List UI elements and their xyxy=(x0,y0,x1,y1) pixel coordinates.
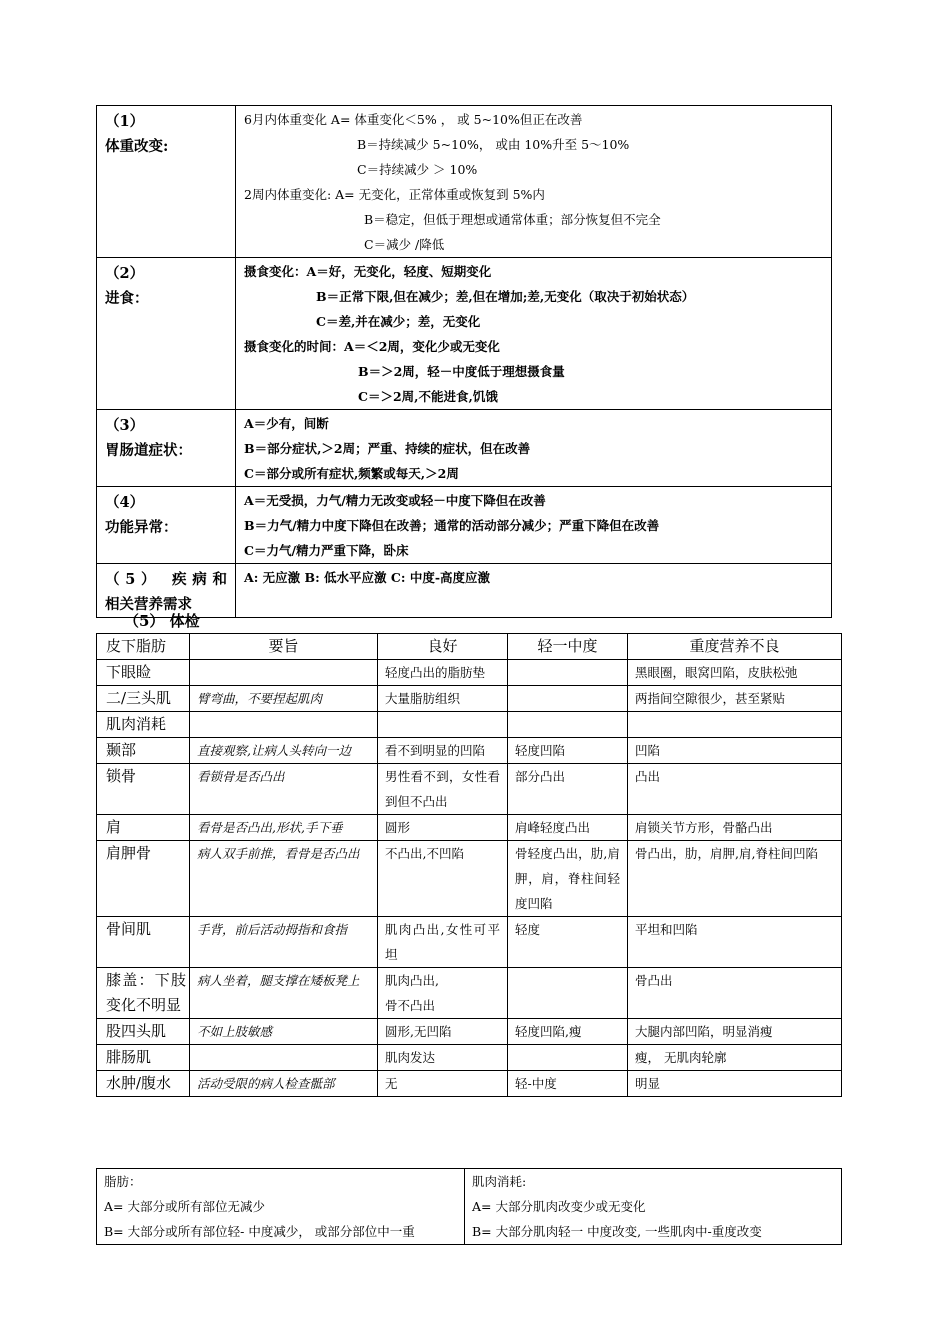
physical-exam-table xyxy=(96,633,842,1097)
section-heading xyxy=(97,410,236,487)
exam-key-point: 不如上肢敏感 xyxy=(190,1019,378,1045)
exam-good xyxy=(378,712,508,738)
detail-line: B＝稳定，但低于理想或通常体重；部分恢复但不完全 xyxy=(364,212,661,227)
assessment-table xyxy=(96,105,832,618)
exam-site: 水肿/腹水 xyxy=(97,1071,190,1097)
exam-site: 骨间肌 xyxy=(97,917,190,968)
section-details xyxy=(236,258,832,410)
exam-good: 无 xyxy=(378,1071,508,1097)
muscle-summary xyxy=(465,1169,842,1245)
exam-site: 肩 xyxy=(97,815,190,841)
table-row xyxy=(97,738,842,764)
header-good: 良好 xyxy=(378,634,508,660)
exam-mild-moderate: 轻度凹陷 xyxy=(508,738,628,764)
exam-key-point xyxy=(190,712,378,738)
table-row xyxy=(97,1045,842,1071)
exam-key-point xyxy=(190,1045,378,1071)
section-details xyxy=(236,564,832,618)
exam-mild-moderate xyxy=(508,1045,628,1071)
section-heading xyxy=(97,258,236,410)
exam-key-point: 活动受限的病人检查骶部 xyxy=(190,1071,378,1097)
exam-mild-moderate: 轻度 xyxy=(508,917,628,968)
exam-severe: 凹陷 xyxy=(628,738,842,764)
exam-mild-moderate: 轻度凹陷,瘦 xyxy=(508,1019,628,1045)
header-severe: 重度营养不良 xyxy=(628,634,842,660)
exam-severe: 黑眼圈，眼窝凹陷，皮肤松弛 xyxy=(628,660,842,686)
section-details xyxy=(236,487,832,564)
detail-line: C＝减少 /降低 xyxy=(364,237,445,252)
exam-site: 股四头肌 xyxy=(97,1019,190,1045)
section-row xyxy=(97,258,832,410)
exam-key-point: 手背，前后活动拇指和食指 xyxy=(190,917,378,968)
fat-summary-title: 脂肪： xyxy=(104,1174,142,1189)
section-row xyxy=(97,106,832,258)
summary-row xyxy=(97,1169,842,1245)
detail-line: 摄食变化：A＝好，无变化，轻度、短期变化 xyxy=(244,264,492,279)
exam-site: 肌肉消耗 xyxy=(97,712,190,738)
section-number: （4） xyxy=(105,494,145,511)
exam-key-point: 臂弯曲，不要捏起肌肉 xyxy=(190,686,378,712)
detail-line: A: 无应激 B: 低水平应激 C: 中度-高度应激 xyxy=(244,570,491,585)
exam-severe xyxy=(628,712,842,738)
exam-good: 看不到明显的凹陷 xyxy=(378,738,508,764)
exam-good: 圆形 xyxy=(378,815,508,841)
detail-line: A＝无受损，力气/精力无改变或轻－中度下降但在改善 xyxy=(244,493,546,508)
section-heading xyxy=(97,487,236,564)
detail-line: B＝＞2周，轻－中度低于理想摄食量 xyxy=(358,364,565,379)
exam-good: 肌肉凸出,女性可平坦 xyxy=(378,917,508,968)
section-title: 体重改变: xyxy=(105,138,169,155)
table-row xyxy=(97,968,842,1019)
exam-site: 腓肠肌 xyxy=(97,1045,190,1071)
exam-mild-moderate: 肩峰轻度凸出 xyxy=(508,815,628,841)
section-5-title: （5） 体检 xyxy=(124,612,200,630)
section-details xyxy=(236,410,832,487)
detail-line: C＝部分或所有症状,频繁或每天,＞2周 xyxy=(244,466,459,481)
exam-severe: 两指间空隙很少，甚至紧贴 xyxy=(628,686,842,712)
exam-good: 肌肉凸出, 骨不凸出 xyxy=(378,968,508,1019)
section-number: （3） xyxy=(105,417,145,434)
exam-mild-moderate xyxy=(508,686,628,712)
table-row xyxy=(97,841,842,917)
exam-header-row xyxy=(97,634,842,660)
exam-key-point: 病人坐着，腿支撑在矮板凳上 xyxy=(190,968,378,1019)
section-title: 功能异常： xyxy=(105,519,178,536)
exam-site: 锁骨 xyxy=(97,764,190,815)
fat-summary-a: A= 大部分或所有部位无减少 xyxy=(104,1199,265,1214)
section-title: 进食： xyxy=(105,290,149,307)
muscle-summary-a: A= 大部分肌肉改变少或无变化 xyxy=(472,1199,646,1214)
exam-severe: 明显 xyxy=(628,1071,842,1097)
exam-key-point: 病人双手前推，看骨是否凸出 xyxy=(190,841,378,917)
table-row xyxy=(97,712,842,738)
detail-line: B＝力气/精力中度下降但在改善；通常的活动部分减少；严重下降但在改善 xyxy=(244,518,660,533)
exam-mild-moderate xyxy=(508,712,628,738)
exam-key-point xyxy=(190,660,378,686)
detail-line: C＝差,并在减少；差，无变化 xyxy=(316,314,481,329)
section-heading xyxy=(97,106,236,258)
detail-line: B＝正常下限,但在减少；差,但在增加;差,无变化（取决于初始状态） xyxy=(316,289,695,304)
muscle-summary-title: 肌肉消耗: xyxy=(472,1174,527,1189)
exam-mild-moderate: 部分凸出 xyxy=(508,764,628,815)
section-heading xyxy=(97,564,236,618)
detail-line: A＝少有，间断 xyxy=(244,416,329,431)
section-number: （2） xyxy=(105,265,145,282)
detail-line: C＝＞2周,不能进食,饥饿 xyxy=(358,389,498,404)
exam-severe: 骨凸出 xyxy=(628,968,842,1019)
header-mild-moderate: 轻一中度 xyxy=(508,634,628,660)
detail-line: C＝力气/精力严重下降，卧床 xyxy=(244,543,409,558)
exam-severe: 肩锁关节方形，骨骼凸出 xyxy=(628,815,842,841)
summary-table xyxy=(96,1168,842,1245)
fat-summary xyxy=(97,1169,465,1245)
exam-good: 不凸出,不凹陷 xyxy=(378,841,508,917)
section-details xyxy=(236,106,832,258)
section-row xyxy=(97,410,832,487)
exam-severe: 大腿内部凹陷，明显消瘦 xyxy=(628,1019,842,1045)
muscle-summary-b: B= 大部分肌肉轻一 中度改变, 一些肌肉中-重度改变 xyxy=(472,1224,762,1239)
table-row xyxy=(97,764,842,815)
exam-mild-moderate xyxy=(508,968,628,1019)
exam-severe: 瘦， 无肌肉轮廓 xyxy=(628,1045,842,1071)
table-row xyxy=(97,1071,842,1097)
detail-line: C＝持续减少 ＞ 10% xyxy=(357,162,478,177)
exam-good: 男性看不到，女性看到但不凸出 xyxy=(378,764,508,815)
exam-key-point: 看锁骨是否凸出 xyxy=(190,764,378,815)
exam-site: 膝盖：下肢变化不明显 xyxy=(97,968,190,1019)
section-row xyxy=(97,487,832,564)
section-row xyxy=(97,564,832,618)
section-number: （5） 疾病和 xyxy=(105,571,227,588)
detail-line: 摄食变化的时间：A＝＜2周，变化少或无变化 xyxy=(244,339,500,354)
section-title: 相关营养需求 xyxy=(105,596,192,613)
table-row xyxy=(97,660,842,686)
exam-good: 大量脂肪组织 xyxy=(378,686,508,712)
exam-site: 下眼睑 xyxy=(97,660,190,686)
header-subcutaneous-fat: 皮下脂肪 xyxy=(97,634,190,660)
table-row xyxy=(97,815,842,841)
exam-mild-moderate xyxy=(508,660,628,686)
header-key-points: 要旨 xyxy=(190,634,378,660)
section-number: （1） xyxy=(105,113,145,130)
exam-site: 二/三头肌 xyxy=(97,686,190,712)
detail-line: 6月内体重变化 A= 体重变化＜5% ， 或 5~10%但正在改善 xyxy=(244,112,583,127)
exam-site: 颞部 xyxy=(97,738,190,764)
exam-severe: 平坦和凹陷 xyxy=(628,917,842,968)
detail-line: 2周内体重变化: A= 无变化，正常体重或恢复到 5%内 xyxy=(244,187,545,202)
exam-key-point: 直接观察,让病人头转向一边 xyxy=(190,738,378,764)
exam-good: 轻度凸出的脂肪垫 xyxy=(378,660,508,686)
exam-mild-moderate: 骨轻度凸出，肋,肩胛，肩，脊柱间轻度凹陷 xyxy=(508,841,628,917)
exam-good: 圆形,无凹陷 xyxy=(378,1019,508,1045)
table-row xyxy=(97,1019,842,1045)
section-title: 胃肠道症状： xyxy=(105,442,192,459)
exam-site: 肩胛骨 xyxy=(97,841,190,917)
exam-key-point: 看骨是否凸出,形状,手下垂 xyxy=(190,815,378,841)
detail-line: B＝部分症状,＞2周；严重、持续的症状，但在改善 xyxy=(244,441,531,456)
detail-line: B＝持续减少 5~10%， 或由 10%升至 5～10% xyxy=(357,137,630,152)
exam-good: 肌肉发达 xyxy=(378,1045,508,1071)
fat-summary-b: B= 大部分或所有部位轻- 中度减少， 或部分部位中一重 xyxy=(104,1224,415,1239)
exam-severe: 凸出 xyxy=(628,764,842,815)
exam-mild-moderate: 轻-中度 xyxy=(508,1071,628,1097)
table-row xyxy=(97,917,842,968)
table-row xyxy=(97,686,842,712)
exam-severe: 骨凸出，肋，肩胛,肩,脊柱间凹陷 xyxy=(628,841,842,917)
